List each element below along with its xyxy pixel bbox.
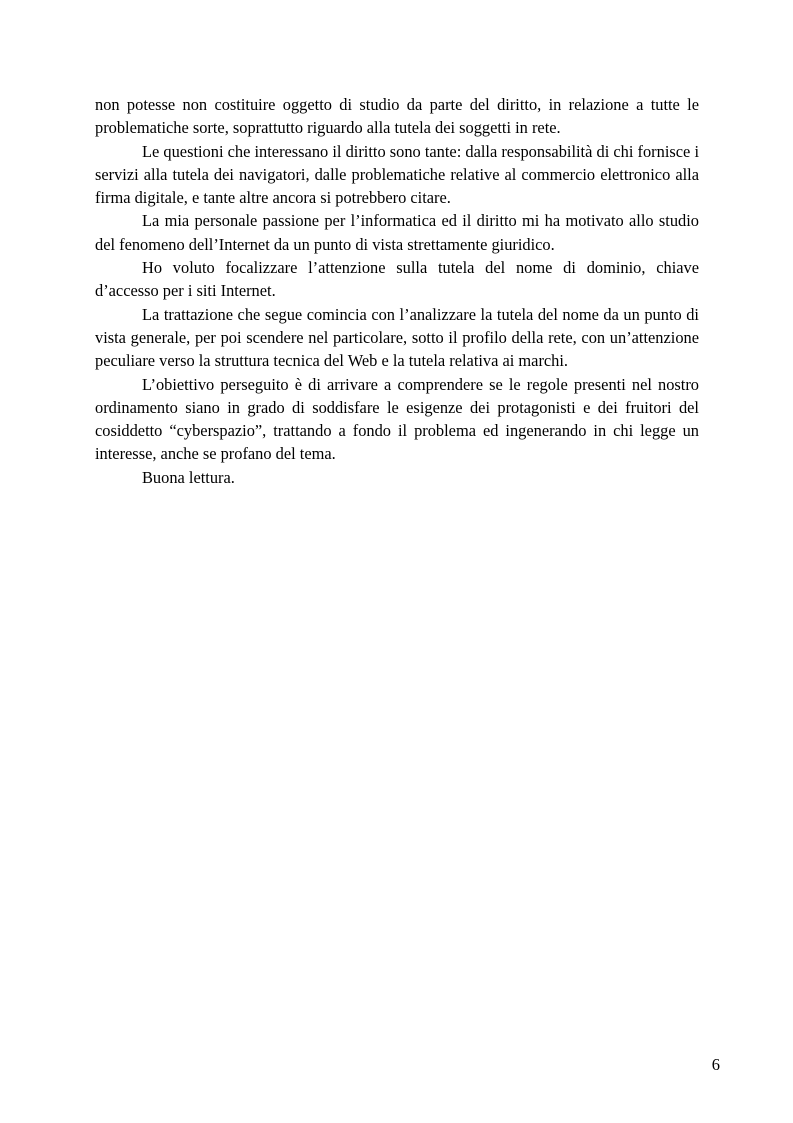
page-number: 6 [711,1055,720,1074]
paragraph-focus: Ho voluto focalizzare l’attenzione sulla tutela del nome di dominio, chiave d’accesso per i siti Internet. [95,258,699,301]
paragraph-objective: L’obiettivo perseguito è di arrivare a comprendere se le regole presenti nel nostro ordinamento siano in grado di soddisfare le esigenze dei protagonisti e dei fruitori del cosiddetto “cyberspazio”, trattando a fondo il problema ed ingenerando in chi legge un interesse, anche se profano del tema. [95,374,699,464]
paragraph-treatment: La trattazione che segue comincia con l’analizzare la tutela del nome da un punto di vista generale, per poi scendere nel particolare, sotto il profilo della rete, con un’attenzione peculiare verso la struttura tecnica del Web e la tutela relativa ai marchi. [95,304,699,371]
body-text [95,93,699,489]
paragraph-closing: Buona lettura. [142,467,235,487]
paragraph-passion: La mia personale passione per l’informatica ed il diritto mi ha motivato allo studio del fenomeno dell’Internet da un punto di vista strettamente giuridico. [95,211,699,254]
paragraph-questions: Le questioni che interessano il diritto sono tante: dalla responsabilità di chi fornisce i servizi alla tutela dei navigatori, dalle problematiche relative al commercio elettronico alla firma digitale, e tante altre ancora si potrebbero citare. [95,141,699,208]
paragraph-continuation: non potesse non costituire oggetto di studio da parte del diritto, in relazione a tutte le problematiche sorte, soprattutto riguardo alla tutela dei soggetti in rete. [95,95,699,138]
